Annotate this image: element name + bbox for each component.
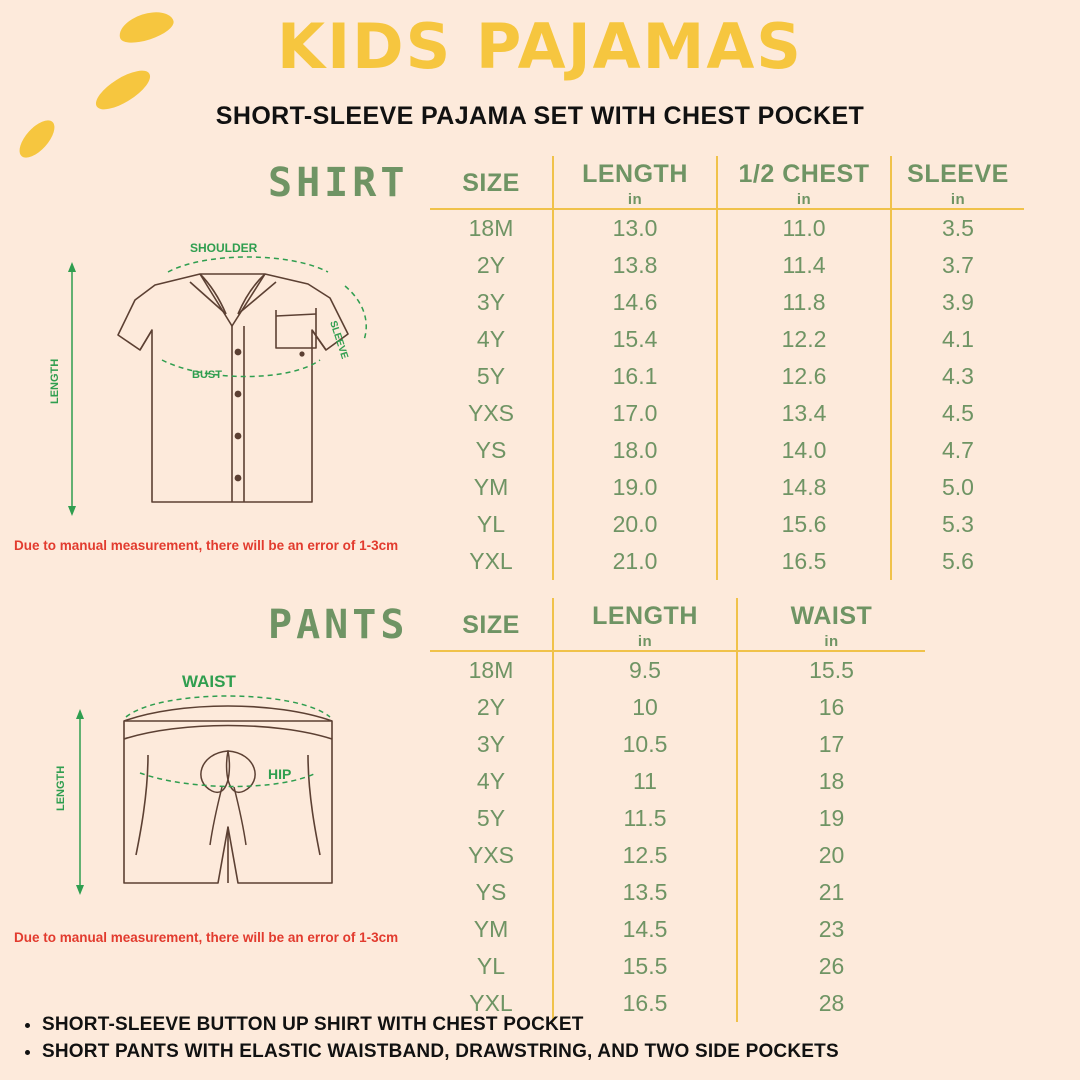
cell-value: 14.8 (717, 469, 891, 506)
column-header-length: LENGTH in (553, 598, 737, 651)
cell-value: 28 (737, 985, 925, 1022)
cell-value: 4.5 (891, 395, 1024, 432)
cell-size: 2Y (476, 694, 506, 720)
cell-value: 16.5 (717, 543, 891, 580)
cell-size: YXL (469, 548, 513, 574)
table-row (430, 284, 1024, 321)
pants-waist-label: WAIST (182, 672, 236, 691)
cell-value: 15.5 (737, 651, 925, 689)
table-row (430, 247, 1024, 284)
cell-size: YS (475, 437, 507, 463)
cell-size: 3Y (476, 289, 506, 315)
cell-value: 20 (737, 837, 925, 874)
cell-value: 14.0 (717, 432, 891, 469)
cell-value: 4.7 (891, 432, 1024, 469)
cell-value: 20.0 (553, 506, 717, 543)
cell-value: 3.7 (891, 247, 1024, 284)
table-row (430, 726, 925, 763)
cell-size: 4Y (476, 768, 506, 794)
cell-size: YXL (469, 990, 513, 1016)
cell-value: 11 (553, 763, 737, 800)
cell-value: 5.0 (891, 469, 1024, 506)
shirt-bust-label: BUST (192, 369, 222, 381)
cell-value: 19.0 (553, 469, 717, 506)
cell-value: 12.5 (553, 837, 737, 874)
cell-value: 21.0 (553, 543, 717, 580)
shirt-length-label: LENGTH (49, 358, 61, 404)
cell-size: YM (473, 916, 509, 942)
cell-value: 23 (737, 911, 925, 948)
table-row (430, 911, 925, 948)
cell-value: 14.6 (553, 284, 717, 321)
cell-value: 17 (737, 726, 925, 763)
shirt-section-label: SHIRT (268, 160, 409, 206)
cell-value: 19 (737, 800, 925, 837)
shirt-measurement-note: Due to manual measurement, there will be an error of 1-3cm (14, 538, 399, 553)
cell-value: 12.2 (717, 321, 891, 358)
cell-value: 5.6 (891, 543, 1024, 580)
cell-value: 4.3 (891, 358, 1024, 395)
table-header-row (430, 156, 1024, 209)
shirt-sleeve-label: SLEEVE (327, 319, 350, 361)
table-row (430, 432, 1024, 469)
column-header-half-chest: 1/2 CHEST in (717, 156, 891, 209)
pants-measurement-note: Due to manual measurement, there will be an error of 1-3cm (14, 930, 399, 945)
cell-value: 9.5 (553, 651, 737, 689)
cell-value: 15.4 (553, 321, 717, 358)
cell-size: YL (476, 953, 506, 979)
page-subtitle: SHORT-SLEEVE PAJAMA SET WITH CHEST POCKET (215, 102, 865, 130)
cell-value: 10.5 (553, 726, 737, 763)
cell-size: 4Y (476, 326, 506, 352)
cell-size: 5Y (476, 805, 506, 831)
cell-value: 11.4 (717, 247, 891, 284)
shirt-size-table (430, 156, 1024, 580)
cell-value: 13.4 (717, 395, 891, 432)
cell-value: 13.0 (553, 209, 717, 247)
cell-value: 26 (737, 948, 925, 985)
pants-section-label: PANTS (268, 602, 409, 648)
cell-size: YS (475, 879, 507, 905)
list-item: • SHORT-SLEEVE BUTTON UP SHIRT WITH CHEST POCKET (42, 1014, 1058, 1036)
cell-value: 11.0 (717, 209, 891, 247)
cell-value: 15.5 (553, 948, 737, 985)
table-header-row (430, 598, 925, 651)
column-header-size: SIZE (430, 156, 553, 209)
cell-value: 12.6 (717, 358, 891, 395)
table-row (430, 837, 925, 874)
cell-size: YL (476, 511, 506, 537)
column-header-size: SIZE (430, 598, 553, 651)
cell-size: 2Y (476, 252, 506, 278)
cell-value: 11.8 (717, 284, 891, 321)
pants-hip-label: HIP (268, 766, 292, 782)
list-item: • SHORT PANTS WITH ELASTIC WAISTBAND, DRAWSTRING, AND TWO SIDE POCKETS (42, 1041, 1058, 1063)
table-row (430, 543, 1024, 580)
cell-value: 11.5 (553, 800, 737, 837)
cell-value: 16.5 (553, 985, 737, 1022)
cell-value: 13.8 (553, 247, 717, 284)
table-row (430, 395, 1024, 432)
table-row (430, 948, 925, 985)
table-row (430, 689, 925, 726)
cell-value: 16 (737, 689, 925, 726)
cell-value: 16.1 (553, 358, 717, 395)
shirt-diagram (40, 230, 420, 535)
table-row (430, 800, 925, 837)
table-row (430, 506, 1024, 543)
cell-size: YXS (467, 842, 515, 868)
cell-value: 3.9 (891, 284, 1024, 321)
cell-size: 3Y (476, 731, 506, 757)
table-row (430, 209, 1024, 247)
cell-value: 18 (737, 763, 925, 800)
cell-value: 21 (737, 874, 925, 911)
column-header-waist: WAIST in (737, 598, 925, 651)
column-header-length: LENGTH in (553, 156, 717, 209)
cell-value: 18.0 (553, 432, 717, 469)
table-row (430, 469, 1024, 506)
pants-length-label: LENGTH (55, 765, 67, 811)
column-header-sleeve: SLEEVE in (891, 156, 1024, 209)
cell-value: 17.0 (553, 395, 717, 432)
cell-size: 18M (468, 215, 514, 241)
table-row (430, 358, 1024, 395)
pants-size-table (430, 598, 925, 1022)
product-features (18, 1014, 1058, 1068)
cell-value: 14.5 (553, 911, 737, 948)
cell-size: 5Y (476, 363, 506, 389)
cell-size: YM (473, 474, 509, 500)
cell-value: 13.5 (553, 874, 737, 911)
pants-diagram (40, 655, 420, 940)
table-row (430, 763, 925, 800)
shirt-shoulder-label: SHOULDER (190, 241, 258, 255)
cell-value: 15.6 (717, 506, 891, 543)
cell-size: YXS (467, 400, 515, 426)
cell-value: 10 (553, 689, 737, 726)
table-row (430, 321, 1024, 358)
cell-value: 5.3 (891, 506, 1024, 543)
table-row (430, 651, 925, 689)
cell-value: 4.1 (891, 321, 1024, 358)
table-row (430, 874, 925, 911)
page-title: KIDS PAJAMAS (277, 10, 803, 83)
cell-size: 18M (468, 657, 514, 683)
cell-value: 3.5 (891, 209, 1024, 247)
